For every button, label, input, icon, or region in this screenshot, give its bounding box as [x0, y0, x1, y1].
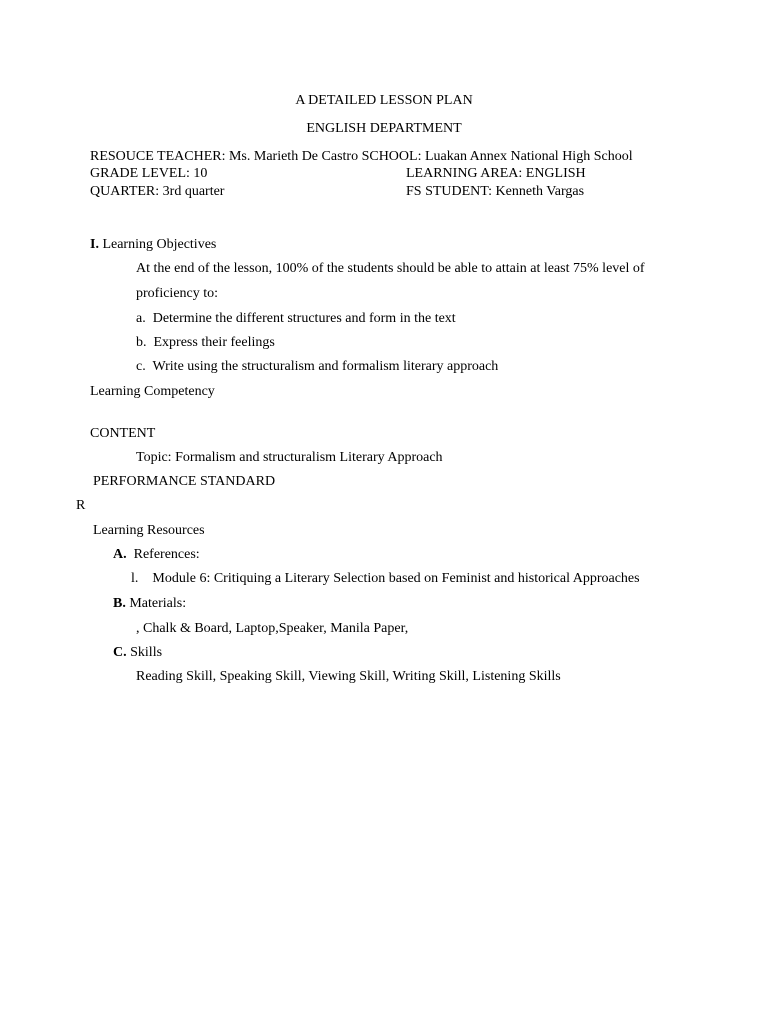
skills-heading: [113, 645, 162, 661]
objective-item: [136, 311, 456, 327]
references-heading: [113, 547, 200, 563]
learning-competency-heading: Learning Competency: [90, 384, 215, 399]
content-topic: Topic: Formalism and structuralism Literary Approach: [136, 450, 443, 465]
objective-text: Express their feelings: [153, 335, 275, 350]
skills-list: Reading Skill, Speaking Skill, Viewing Skill, Writing Skill, Listening Skills: [136, 669, 561, 684]
objective-item: [136, 359, 498, 375]
objectives-heading: [90, 237, 216, 253]
grade-level: GRADE LEVEL: 10: [90, 166, 208, 181]
teacher-school-line: RESOUCE TEACHER: Ms. Marieth De Castro SCHOOL: Luakan Annex National High School: [90, 149, 633, 164]
objectives-intro-line1: At the end of the lesson, 100% of the students should be able to attain at least 75% level of: [136, 261, 645, 276]
learning-area: LEARNING AREA: ENGLISH: [406, 166, 586, 181]
objective-text: Determine the different structures and form in the text: [152, 311, 456, 326]
references-label: References:: [133, 547, 200, 562]
quarter: QUARTER: 3rd quarter: [90, 184, 225, 199]
materials-list: , Chalk & Board, Laptop,Speaker, Manila Paper,: [136, 621, 409, 636]
fs-student: FS STUDENT: Kenneth Vargas: [406, 184, 585, 199]
objectives-heading-text: Learning Objectives: [102, 237, 217, 252]
materials-heading: [113, 596, 186, 612]
objectives-number: I.: [90, 237, 99, 252]
reference-item: [131, 571, 640, 587]
objective-marker: a.: [136, 311, 146, 326]
department-heading: ENGLISH DEPARTMENT: [306, 121, 462, 136]
objective-marker: c.: [136, 359, 146, 374]
content-heading: CONTENT: [90, 426, 156, 441]
objective-marker: b.: [136, 335, 147, 350]
reference-text: Module 6: Critiquing a Literary Selection based on Feminist and historical Approaches: [152, 571, 640, 586]
materials-marker: B.: [113, 596, 126, 611]
learning-resources-heading: Learning Resources: [93, 523, 205, 538]
skills-marker: C.: [113, 645, 127, 660]
objectives-intro-line2: proficiency to:: [136, 286, 219, 301]
reference-marker: l.: [131, 571, 139, 586]
references-marker: A.: [113, 547, 127, 562]
document-title: A DETAILED LESSON PLAN: [295, 93, 473, 108]
stray-letter: R: [76, 498, 86, 513]
objective-item: [136, 335, 275, 351]
objective-text: Write using the structuralism and formalism literary approach: [152, 359, 499, 374]
skills-label: Skills: [130, 645, 163, 660]
materials-label: Materials:: [129, 596, 187, 611]
performance-standard-heading: PERFORMANCE STANDARD: [93, 474, 276, 489]
